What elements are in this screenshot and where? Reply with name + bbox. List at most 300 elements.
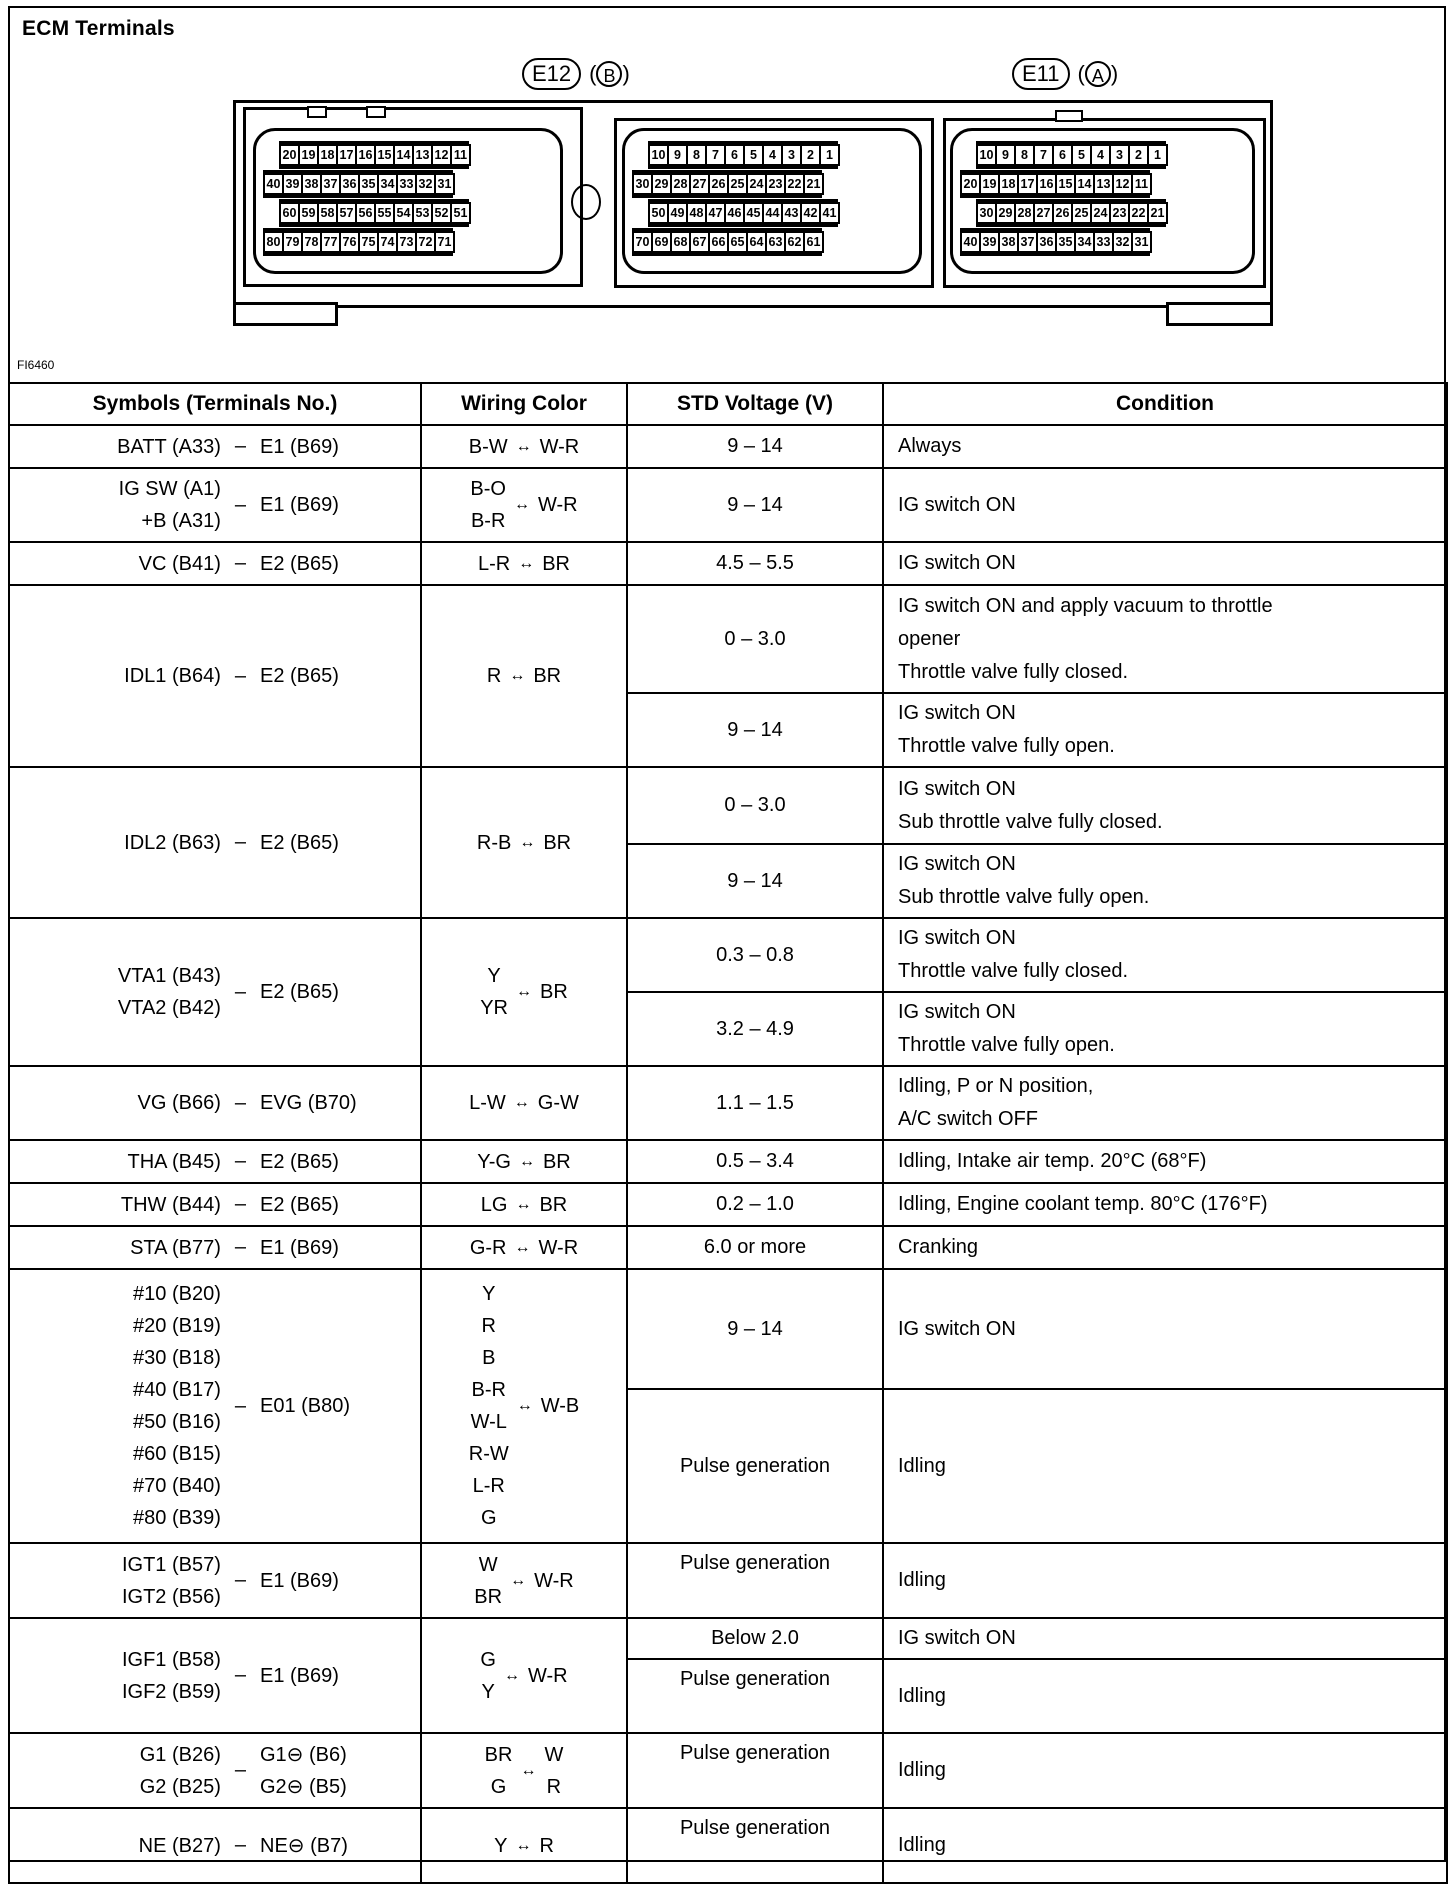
terminal-pin-b21: 21 bbox=[803, 173, 824, 195]
terminal-pin-b12: 12 bbox=[431, 144, 452, 166]
terminal-pin-b40: 40 bbox=[263, 173, 284, 195]
terminal-pin-a5: 5 bbox=[1071, 144, 1092, 166]
terminal-symbol: #40 (B17) bbox=[133, 1379, 221, 1401]
ground-terminal: EVG (B70) bbox=[260, 1092, 357, 1114]
condition-cell bbox=[883, 468, 1447, 542]
dash-separator: – bbox=[234, 831, 246, 853]
terminal-pin-a14: 14 bbox=[1074, 173, 1095, 195]
ground-terminal: E1 (B69) bbox=[260, 1236, 339, 1259]
table-row bbox=[9, 1269, 1447, 1389]
ground-terminal: E1 (B69) bbox=[260, 1664, 339, 1687]
terminal-pin-b26: 26 bbox=[708, 173, 729, 195]
terminal-pin-b49: 49 bbox=[667, 202, 688, 224]
terminal-pin-b15: 15 bbox=[374, 144, 395, 166]
terminal-pin-b74: 74 bbox=[377, 231, 398, 253]
condition-text: IG switch ON bbox=[898, 1317, 1016, 1340]
connector-id-e11: E11 bbox=[1012, 58, 1070, 90]
wire-color-ground: W-R bbox=[537, 494, 578, 516]
std-voltage-cell: 9 – 14 bbox=[627, 425, 883, 468]
table-row bbox=[9, 1733, 1447, 1808]
terminal-symbol: G1 (B26) bbox=[139, 1743, 221, 1766]
table-row bbox=[9, 1183, 1447, 1226]
condition-cell bbox=[883, 1808, 1447, 1883]
terminal-symbol: IG SW (A1) bbox=[118, 478, 221, 500]
terminal-symbol: VC (B41) bbox=[138, 552, 221, 575]
pin-row bbox=[976, 141, 1166, 169]
condition-text: Cranking bbox=[898, 1236, 979, 1258]
symbols-cell bbox=[9, 1066, 421, 1140]
pin-row bbox=[279, 141, 469, 169]
connector-label-e11: E11 ( A ) bbox=[1012, 58, 1118, 90]
terminal-pin-b72: 72 bbox=[415, 231, 436, 253]
std-voltage-cell: Pulse generation bbox=[627, 1543, 883, 1618]
terminal-pin-a22: 22 bbox=[1128, 202, 1149, 224]
std-voltage-cell: 0.3 – 0.8 bbox=[627, 918, 883, 992]
terminal-pin-a2: 2 bbox=[1128, 144, 1149, 166]
table-row bbox=[9, 1618, 1447, 1659]
terminal-pin-b47: 47 bbox=[705, 202, 726, 224]
condition-cell bbox=[883, 425, 1447, 468]
std-voltage-cell: 0.5 – 3.4 bbox=[627, 1140, 883, 1183]
terminal-pin-b16: 16 bbox=[355, 144, 376, 166]
latch-tab bbox=[366, 106, 386, 118]
terminal-pin-a10: 10 bbox=[976, 144, 997, 166]
wire-color: B-R bbox=[470, 510, 506, 532]
terminal-pin-b7: 7 bbox=[705, 144, 726, 166]
header-symbols: Symbols (Terminals No.) bbox=[9, 383, 421, 425]
bidirectional-arrow-icon: ↔ bbox=[515, 437, 532, 455]
ground-terminal: E1 (B69) bbox=[260, 435, 339, 458]
terminal-pin-b54: 54 bbox=[393, 202, 414, 224]
terminal-pin-a13: 13 bbox=[1093, 173, 1114, 195]
terminal-pin-b31: 31 bbox=[434, 173, 455, 195]
condition-text: IG switch ON bbox=[898, 702, 1016, 724]
terminal-pin-a21: 21 bbox=[1147, 202, 1168, 224]
terminal-pin-b1: 1 bbox=[819, 144, 840, 166]
condition-text: Idling bbox=[898, 1834, 946, 1856]
terminal-symbol: #30 (B18) bbox=[133, 1347, 221, 1369]
terminal-pin-b14: 14 bbox=[393, 144, 414, 166]
table-row bbox=[9, 1808, 1447, 1883]
std-voltage-cell: 6.0 or more bbox=[627, 1226, 883, 1269]
condition-text: Always bbox=[898, 435, 962, 457]
table-row bbox=[9, 585, 1447, 693]
terminal-symbol: #50 (B16) bbox=[133, 1411, 221, 1433]
terminal-pin-a40: 40 bbox=[960, 231, 981, 253]
condition-cell bbox=[883, 1543, 1447, 1618]
dash-separator: – bbox=[234, 1236, 246, 1258]
terminal-pin-b78: 78 bbox=[301, 231, 322, 253]
symbols-cell bbox=[9, 542, 421, 585]
bidirectional-arrow-icon: ↔ bbox=[510, 1571, 527, 1589]
ground-terminal: E1 (B69) bbox=[260, 1569, 339, 1592]
condition-text: IG switch ON bbox=[898, 493, 1016, 516]
terminal-pin-b67: 67 bbox=[689, 231, 710, 253]
terminal-pin-b6: 6 bbox=[724, 144, 745, 166]
terminal-pin-a25: 25 bbox=[1071, 202, 1092, 224]
condition-text: IG switch ON bbox=[898, 777, 1016, 800]
condition-cell bbox=[883, 1226, 1447, 1269]
latch-tab bbox=[307, 106, 327, 118]
std-voltage-cell: 9 – 14 bbox=[627, 1269, 883, 1389]
terminal-pin-a6: 6 bbox=[1052, 144, 1073, 166]
terminal-pin-b25: 25 bbox=[727, 173, 748, 195]
terminal-pin-b44: 44 bbox=[762, 202, 783, 224]
wire-color: R bbox=[486, 665, 502, 687]
terminal-symbol: #10 (B20) bbox=[133, 1283, 221, 1305]
terminal-pin-a3: 3 bbox=[1109, 144, 1130, 166]
wiring-color-cell bbox=[421, 1808, 627, 1883]
condition-cell bbox=[883, 918, 1447, 992]
dash-separator: – bbox=[234, 1759, 246, 1781]
condition-text: IG switch ON bbox=[898, 1001, 1016, 1023]
terminal-pin-b9: 9 bbox=[667, 144, 688, 166]
dash-separator: – bbox=[234, 980, 246, 1003]
wire-color: R-W bbox=[468, 1443, 509, 1465]
terminal-symbol: #70 (B40) bbox=[133, 1475, 221, 1497]
wire-color-ground: G-W bbox=[537, 1092, 579, 1114]
wire-color: L-R bbox=[477, 552, 511, 575]
std-voltage-cell: 3.2 – 4.9 bbox=[627, 992, 883, 1066]
terminal-pin-b64: 64 bbox=[746, 231, 767, 253]
wire-color-ground: BR bbox=[542, 552, 571, 575]
terminal-pin-b45: 45 bbox=[743, 202, 764, 224]
table-row bbox=[9, 1066, 1447, 1140]
ground-terminal: E2 (B65) bbox=[260, 552, 339, 575]
terminal-pin-a11: 11 bbox=[1131, 173, 1152, 195]
latch-tab bbox=[1055, 110, 1083, 122]
condition-text: Throttle valve fully closed. bbox=[898, 960, 1129, 982]
condition-text: Idling bbox=[898, 1684, 946, 1707]
terminal-pin-b18: 18 bbox=[317, 144, 338, 166]
terminal-pin-b56: 56 bbox=[355, 202, 376, 224]
wire-color: BR bbox=[474, 1585, 503, 1608]
condition-cell bbox=[883, 542, 1447, 585]
dash-separator: – bbox=[234, 1091, 246, 1114]
std-voltage-cell: 9 – 14 bbox=[627, 468, 883, 542]
wiring-color-cell bbox=[421, 1226, 627, 1269]
terminal-pin-b2: 2 bbox=[800, 144, 821, 166]
wiring-color-cell bbox=[421, 1140, 627, 1183]
terminal-symbol: IGT1 (B57) bbox=[121, 1553, 221, 1576]
wiring-color-cell bbox=[421, 542, 627, 585]
terminal-symbol: IDL1 (B64) bbox=[124, 665, 221, 687]
table-header-row bbox=[9, 383, 1447, 425]
wire-color-ground: BR bbox=[539, 1193, 568, 1216]
terminal-pin-a20: 20 bbox=[960, 173, 981, 195]
terminal-symbol: #20 (B19) bbox=[133, 1315, 221, 1337]
terminal-pin-b61: 61 bbox=[803, 231, 824, 253]
connector-letter-b: B bbox=[596, 61, 622, 87]
terminal-pin-a30: 30 bbox=[976, 202, 997, 224]
std-voltage-cell: 9 – 14 bbox=[627, 844, 883, 918]
condition-text: Idling, P or N position, bbox=[898, 1075, 1094, 1097]
wire-color-ground: BR bbox=[543, 831, 572, 854]
ground-terminal: E1 (B69) bbox=[260, 494, 339, 516]
terminal-pin-a16: 16 bbox=[1036, 173, 1057, 195]
terminal-pin-b39: 39 bbox=[282, 173, 303, 195]
condition-cell bbox=[883, 693, 1447, 767]
terminal-symbol: IGF2 (B59) bbox=[121, 1680, 221, 1703]
terminal-pin-a4: 4 bbox=[1090, 144, 1111, 166]
table-row bbox=[9, 425, 1447, 468]
ground-terminal: G1⊖ (B6) bbox=[260, 1743, 347, 1766]
table-row bbox=[9, 1226, 1447, 1269]
ground-terminal: E2 (B65) bbox=[260, 1150, 339, 1173]
pin-row bbox=[648, 141, 838, 169]
condition-text: IG switch ON bbox=[898, 927, 1016, 949]
condition-text: Throttle valve fully open. bbox=[898, 735, 1115, 757]
condition-text: IG switch ON and apply vacuum to throttle bbox=[898, 594, 1273, 617]
terminal-pin-b41: 41 bbox=[819, 202, 840, 224]
bidirectional-arrow-icon: ↔ bbox=[514, 1238, 531, 1256]
terminal-pin-b36: 36 bbox=[339, 173, 360, 195]
terminal-pin-a39: 39 bbox=[979, 231, 1000, 253]
table-row bbox=[9, 1140, 1447, 1183]
header-std-voltage: STD Voltage (V) bbox=[627, 383, 883, 425]
ground-terminal: E2 (B65) bbox=[260, 831, 339, 854]
wire-color: L-R bbox=[472, 1475, 505, 1497]
std-voltage-cell: 0 – 3.0 bbox=[627, 767, 883, 844]
wire-color: Y bbox=[482, 1283, 496, 1305]
ground-terminal: G2⊖ (B5) bbox=[260, 1775, 347, 1798]
wire-color-ground: BR bbox=[533, 665, 562, 687]
wire-color: B-O bbox=[470, 478, 506, 500]
terminal-pin-b27: 27 bbox=[689, 173, 710, 195]
terminal-pin-a31: 31 bbox=[1131, 231, 1152, 253]
condition-cell bbox=[883, 1269, 1447, 1389]
terminal-pin-b76: 76 bbox=[339, 231, 360, 253]
condition-text: IG switch ON bbox=[898, 1627, 1016, 1649]
wire-color-ground: BR bbox=[542, 1150, 571, 1173]
wire-color-ground: R bbox=[546, 1775, 562, 1798]
ground-terminal: E2 (B65) bbox=[260, 1193, 339, 1216]
terminal-pin-b71: 71 bbox=[434, 231, 455, 253]
bidirectional-arrow-icon: ↔ bbox=[509, 667, 526, 684]
std-voltage-cell: Pulse generation bbox=[627, 1733, 883, 1808]
pin-row bbox=[263, 170, 453, 198]
wire-color-ground: W-R bbox=[527, 1664, 568, 1687]
symbols-cell bbox=[9, 1543, 421, 1618]
mounting-hole bbox=[571, 184, 601, 220]
symbols-cell bbox=[9, 1140, 421, 1183]
pin-row bbox=[960, 170, 1150, 198]
bidirectional-arrow-icon: ↔ bbox=[515, 1836, 532, 1854]
terminal-pin-a36: 36 bbox=[1036, 231, 1057, 253]
terminal-pin-a23: 23 bbox=[1109, 202, 1130, 224]
std-voltage-cell: 0 – 3.0 bbox=[627, 585, 883, 693]
terminal-pin-b24: 24 bbox=[746, 173, 767, 195]
wiring-color-cell bbox=[421, 1183, 627, 1226]
ecm-connector-diagram bbox=[0, 0, 1456, 380]
wire-color: W-L bbox=[470, 1411, 507, 1433]
table-row bbox=[9, 767, 1447, 844]
condition-cell bbox=[883, 1183, 1447, 1226]
terminal-symbol: THW (B44) bbox=[120, 1193, 221, 1216]
wiring-color-cell bbox=[421, 1543, 627, 1618]
terminal-symbol: IGT2 (B56) bbox=[121, 1585, 221, 1608]
pin-row bbox=[632, 228, 822, 256]
terminal-symbol: +B (A31) bbox=[141, 510, 221, 532]
dash-separator: – bbox=[234, 1834, 246, 1856]
condition-cell bbox=[883, 585, 1447, 693]
wire-color: B-W bbox=[468, 435, 508, 458]
condition-text: IG switch ON bbox=[898, 552, 1016, 574]
symbols-cell bbox=[9, 585, 421, 767]
dash-separator: – bbox=[234, 552, 246, 574]
symbols-cell bbox=[9, 1808, 421, 1883]
ground-terminal: NE⊖ (B7) bbox=[260, 1834, 348, 1857]
terminal-pin-a8: 8 bbox=[1014, 144, 1035, 166]
terminal-pin-b33: 33 bbox=[396, 173, 417, 195]
wiring-color-cell bbox=[421, 425, 627, 468]
wire-color: Y bbox=[487, 965, 501, 987]
terminal-pin-a37: 37 bbox=[1017, 231, 1038, 253]
wire-color: R-B bbox=[476, 831, 512, 854]
pin-row bbox=[960, 228, 1150, 256]
terminal-pin-b5: 5 bbox=[743, 144, 764, 166]
terminal-pin-b58: 58 bbox=[317, 202, 338, 224]
bidirectional-arrow-icon: ↔ bbox=[516, 983, 532, 1000]
wire-color-ground: W-B bbox=[540, 1395, 580, 1417]
pin-row bbox=[648, 199, 838, 227]
condition-text: opener bbox=[898, 627, 961, 650]
bidirectional-arrow-icon: ↔ bbox=[503, 1666, 520, 1684]
condition-text: Idling bbox=[898, 1569, 946, 1591]
condition-cell bbox=[883, 767, 1447, 844]
table-row bbox=[9, 468, 1447, 542]
condition-text: Idling bbox=[898, 1454, 946, 1477]
wire-color-ground: R bbox=[539, 1834, 554, 1857]
terminal-pin-b55: 55 bbox=[374, 202, 395, 224]
terminal-pin-b35: 35 bbox=[358, 173, 379, 195]
wiring-color-cell bbox=[421, 468, 627, 542]
dash-separator: – bbox=[234, 664, 246, 687]
wire-color-ground: W-R bbox=[538, 1236, 579, 1259]
terminal-pin-b66: 66 bbox=[708, 231, 729, 253]
terminal-pin-b60: 60 bbox=[279, 202, 300, 224]
symbols-cell bbox=[9, 1618, 421, 1733]
terminal-pin-b69: 69 bbox=[651, 231, 672, 253]
terminal-pin-b62: 62 bbox=[784, 231, 805, 253]
dash-separator: – bbox=[234, 1150, 246, 1172]
dash-separator: – bbox=[234, 435, 246, 457]
terminal-pin-b10: 10 bbox=[648, 144, 669, 166]
terminal-symbol: VG (B66) bbox=[137, 1092, 221, 1114]
connector-id-e12: E12 bbox=[522, 58, 581, 90]
terminal-symbol: IGF1 (B58) bbox=[121, 1648, 221, 1671]
ground-terminal: E2 (B65) bbox=[260, 981, 339, 1003]
bidirectional-arrow-icon: ↔ bbox=[519, 833, 536, 851]
wire-color: B-R bbox=[471, 1379, 506, 1401]
table-row bbox=[9, 1543, 1447, 1618]
terminal-symbol: BATT (A33) bbox=[117, 435, 221, 458]
dash-separator: – bbox=[234, 1394, 246, 1417]
table-row bbox=[9, 918, 1447, 992]
symbols-cell bbox=[9, 468, 421, 542]
wire-color-ground: W-R bbox=[534, 1569, 574, 1592]
symbols-cell bbox=[9, 1733, 421, 1808]
bidirectional-arrow-icon: ↔ bbox=[513, 496, 530, 513]
terminal-pin-b70: 70 bbox=[632, 231, 653, 253]
wire-color: G-R bbox=[469, 1236, 507, 1259]
condition-cell bbox=[883, 1066, 1447, 1140]
terminal-pin-a15: 15 bbox=[1055, 173, 1076, 195]
wire-color: G bbox=[480, 1648, 496, 1671]
terminal-pin-b42: 42 bbox=[800, 202, 821, 224]
terminal-pin-b46: 46 bbox=[724, 202, 745, 224]
wiring-color-cell bbox=[421, 585, 627, 767]
terminal-pin-b11: 11 bbox=[450, 144, 471, 166]
terminal-pin-a17: 17 bbox=[1017, 173, 1038, 195]
condition-cell bbox=[883, 1389, 1447, 1543]
condition-text: Sub throttle valve fully open. bbox=[898, 886, 1150, 908]
wire-color-ground: BR bbox=[540, 981, 568, 1003]
terminal-pin-b48: 48 bbox=[686, 202, 707, 224]
terminal-pin-b23: 23 bbox=[765, 173, 786, 195]
terminal-pin-b51: 51 bbox=[450, 202, 471, 224]
ground-terminal: E01 (B80) bbox=[260, 1395, 351, 1417]
header-condition: Condition bbox=[883, 383, 1447, 425]
wiring-color-cell bbox=[421, 767, 627, 918]
wire-color-ground: W-R bbox=[539, 435, 580, 458]
dash-separator: – bbox=[234, 493, 246, 516]
terminal-pin-b52: 52 bbox=[431, 202, 452, 224]
terminal-pin-a12: 12 bbox=[1112, 173, 1133, 195]
dash-separator: – bbox=[234, 1569, 246, 1591]
wire-color: Y bbox=[494, 1834, 508, 1857]
std-voltage-cell: 4.5 – 5.5 bbox=[627, 542, 883, 585]
terminal-pin-b13: 13 bbox=[412, 144, 433, 166]
terminal-pin-a19: 19 bbox=[979, 173, 1000, 195]
std-voltage-cell: Pulse generation bbox=[627, 1659, 883, 1733]
condition-text: Idling, Intake air temp. 20°C (68°F) bbox=[898, 1150, 1207, 1172]
wire-color: YR bbox=[480, 997, 508, 1019]
symbols-cell bbox=[9, 767, 421, 918]
symbols-cell bbox=[9, 1269, 421, 1543]
wire-color: B bbox=[482, 1347, 496, 1369]
pin-row bbox=[976, 199, 1166, 227]
wire-color: Y-G bbox=[477, 1150, 511, 1173]
wire-color: R bbox=[481, 1315, 496, 1337]
wire-color: BR bbox=[484, 1743, 513, 1766]
symbols-cell bbox=[9, 1226, 421, 1269]
condition-text: Sub throttle valve fully closed. bbox=[898, 810, 1163, 833]
terminal-pin-b32: 32 bbox=[415, 173, 436, 195]
std-voltage-cell: Pulse generation bbox=[627, 1389, 883, 1543]
table-body bbox=[9, 425, 1447, 1883]
connector-label-e12: E12 ( B ) bbox=[522, 58, 630, 90]
terminal-pin-b38: 38 bbox=[301, 173, 322, 195]
std-voltage-cell: 0.2 – 1.0 bbox=[627, 1183, 883, 1226]
terminal-pin-a24: 24 bbox=[1090, 202, 1111, 224]
terminal-symbol: VTA2 (B42) bbox=[117, 997, 221, 1019]
wiring-color-cell bbox=[421, 1618, 627, 1733]
condition-text: IG switch ON bbox=[898, 853, 1016, 875]
terminal-pin-a29: 29 bbox=[995, 202, 1016, 224]
terminal-pin-b3: 3 bbox=[781, 144, 802, 166]
terminal-pin-b28: 28 bbox=[670, 173, 691, 195]
symbols-cell bbox=[9, 918, 421, 1066]
pin-row bbox=[632, 170, 822, 198]
terminal-pin-b19: 19 bbox=[298, 144, 319, 166]
terminal-pin-b80: 80 bbox=[263, 231, 284, 253]
wire-color: LG bbox=[480, 1193, 508, 1216]
condition-cell bbox=[883, 1140, 1447, 1183]
terminal-pin-b30: 30 bbox=[632, 173, 653, 195]
terminal-symbol: #60 (B15) bbox=[133, 1443, 221, 1465]
wiring-color-cell bbox=[421, 1066, 627, 1140]
